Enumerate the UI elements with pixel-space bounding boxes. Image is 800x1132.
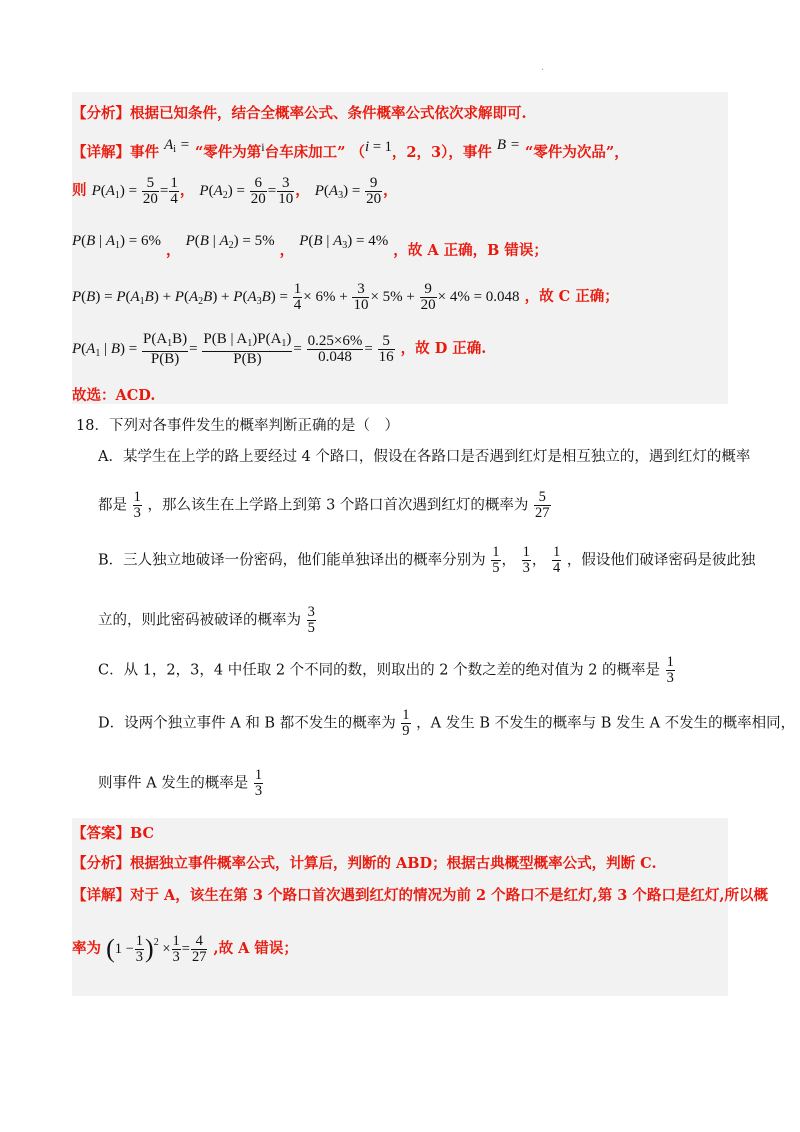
detail-label: 【详解】事件	[72, 144, 159, 161]
event-b-text: “零件为次品”，	[525, 144, 629, 161]
option-b-post: ，假设他们破译密码是彼此独	[566, 552, 756, 569]
frac-1-3: $\frac{1}{3}$	[133, 489, 141, 521]
option-a-pre: 都是	[98, 497, 127, 514]
option-d-post: ，A 发生 B 不发生的概率与 B 发生 A 不发生的概率相同，	[416, 715, 796, 732]
pba3: P(B | $A_3) = 4\%$	[299, 233, 389, 251]
rate-post: ,故 A 错误；	[213, 940, 298, 957]
pa2-formula: $P(A_2)$ = $\frac{6}{20}$ = $\frac{3}{10}$	[199, 175, 294, 207]
frac-1-9: $\frac{1}{9}$	[402, 707, 410, 739]
pb-formula: $P(B) = P(A_1B) + P(A_2B) + P(A_3B)$ = $\frac{1}{4}$ × 6% + $\frac{3}{10}$ × 5% + $\frac{9}{20}$ × 4% = 0.048	[72, 281, 520, 313]
option-a-line2	[98, 490, 552, 521]
option-c-line	[98, 655, 676, 686]
frac-1-4: $\frac{1}{4}$	[552, 544, 561, 576]
answer-text: 【答案】BC	[72, 825, 155, 842]
frac-3-5: $\frac{3}{5}$	[307, 604, 315, 636]
analysis-text: 【分析】根据已知条件，结合全概率公式、条件概率公式依次求解即可.	[72, 105, 527, 122]
pba2: P(B | $A_2) = 5\%$	[185, 233, 275, 251]
pb-line	[72, 282, 619, 313]
option-b-line1: B．三人独立地破译一份密码，他们能单独译出的概率分别为 $\frac{1}{5}$ ， $\frac{1}{3}$ ， $\frac{1}{4}$ ，假设他们破译密码是彼此独	[98, 544, 756, 576]
option-a-line1: A．某学生在上学的路上要经过 4 个路口，假设在各路口是否遇到红灯是相互独立的，遇到红灯的概率	[98, 449, 751, 465]
pa1-formula: $P(A_1)$ = $\frac{5}{20}$ = $\frac{1}{4}$	[91, 175, 178, 207]
solution-panel-18	[72, 818, 768, 996]
option-b-line2-pre: 立的，则此密码被破译的概率为	[98, 612, 301, 629]
frac-1-3d: $\frac{1}{3}$	[254, 767, 263, 799]
i-values: （i = 1，2，3），事件	[350, 139, 492, 161]
analysis-text-2: 【分析】根据独立事件概率公式，计算后，判断的 ABD；根据古典概型概率公式，判断 C.	[72, 855, 657, 872]
frac-1-5: $\frac{1}{5}$	[492, 544, 500, 576]
rate-pre: 率为	[72, 940, 101, 957]
pba-conclusion: ，故 A 正确，B 错误；	[393, 242, 548, 259]
pa-line: 则 $P(A_1)$ = $\frac{5}{20}$ = $\frac{1}{4}$ ， $P(A_2)$ = $\frac{6}{20}$ = $\frac{3}{10}$ ， $P(A_3)$ = $\frac{9}{20}$ ，	[72, 175, 398, 207]
frac-1-3c: $\frac{1}{3}$	[666, 654, 674, 686]
option-b-line2	[98, 605, 317, 636]
frac-1-3b: $\frac{1}{3}$	[522, 544, 530, 576]
pb-conclusion: ，故 C 正确；	[524, 287, 619, 305]
event-a-text: “零件为第$^i$台车床加工”	[194, 140, 346, 161]
option-b-pre: B．三人独立地破译一份密码，他们能单独译出的概率分别为	[98, 552, 486, 569]
then-label: 则	[72, 181, 87, 199]
option-d-line2-pre: 则事件 A 发生的概率是	[98, 775, 249, 792]
option-c-text: C．从 1，2，3，4 中任取 2 个不同的数，则取出的 2 个数之差的绝对值为 2 的概率是	[98, 662, 661, 679]
frac-5-27: $\frac{5}{27}$	[535, 489, 550, 521]
detail-text-2: 【详解】对于 A，该生在第 3 个路口首次遇到红灯的情况为前 2 个路口不是红灯,第 3 个路口是红灯,所以概	[72, 887, 768, 904]
rate-line	[72, 934, 298, 965]
option-a-mid: ，那么该生在上学路上到第 3 个路口首次遇到红灯的概率为	[147, 497, 529, 514]
question-stem: 18．下列对各事件发生的概率判断正确的是（ ）	[76, 418, 399, 434]
option-d-line2	[98, 768, 264, 799]
rate-formula: (1 − $\frac{1}{3}$ )$^2$ × $\frac{1}{3}$ = $\frac{4}{27}$	[106, 933, 207, 966]
event-b-symbol: B =	[496, 137, 520, 153]
pab-line	[72, 332, 486, 367]
option-d-pre: D．设两个独立事件 A 和 B 都不发生的概率为	[98, 715, 396, 732]
solution-panel-17	[72, 92, 728, 404]
pab-formula: $P(A_1$ | B) = $\frac{P(A_1B)}{P(B)}$ = $\frac{P(B | A_1)P(A_1)}{P(B)}$ = $\frac{0.25\times 6\%}{0.048}$ = $\frac{5}{16}$	[72, 331, 394, 367]
pa3-formula: $P(A_3)$ = $\frac{9}{20}$	[314, 175, 382, 207]
pba-line: P(B | $A_1) = 6\%$ ， P(B | $A_2) = 5\%$ ， P(B | $A_3) = 4\%$ ，故 A 正确，B 错误；	[72, 233, 548, 259]
event-a-symbol: $A_i$ =	[164, 137, 190, 155]
pba1: P(B | $A_1) = 6\%$	[72, 233, 161, 251]
choice-text: 故选：ACD.	[72, 387, 156, 404]
detail-line-events	[72, 137, 629, 162]
page-mark: .	[541, 62, 545, 73]
pab-conclusion: ，故 D 正确.	[400, 339, 487, 357]
option-d-line1	[98, 708, 795, 739]
